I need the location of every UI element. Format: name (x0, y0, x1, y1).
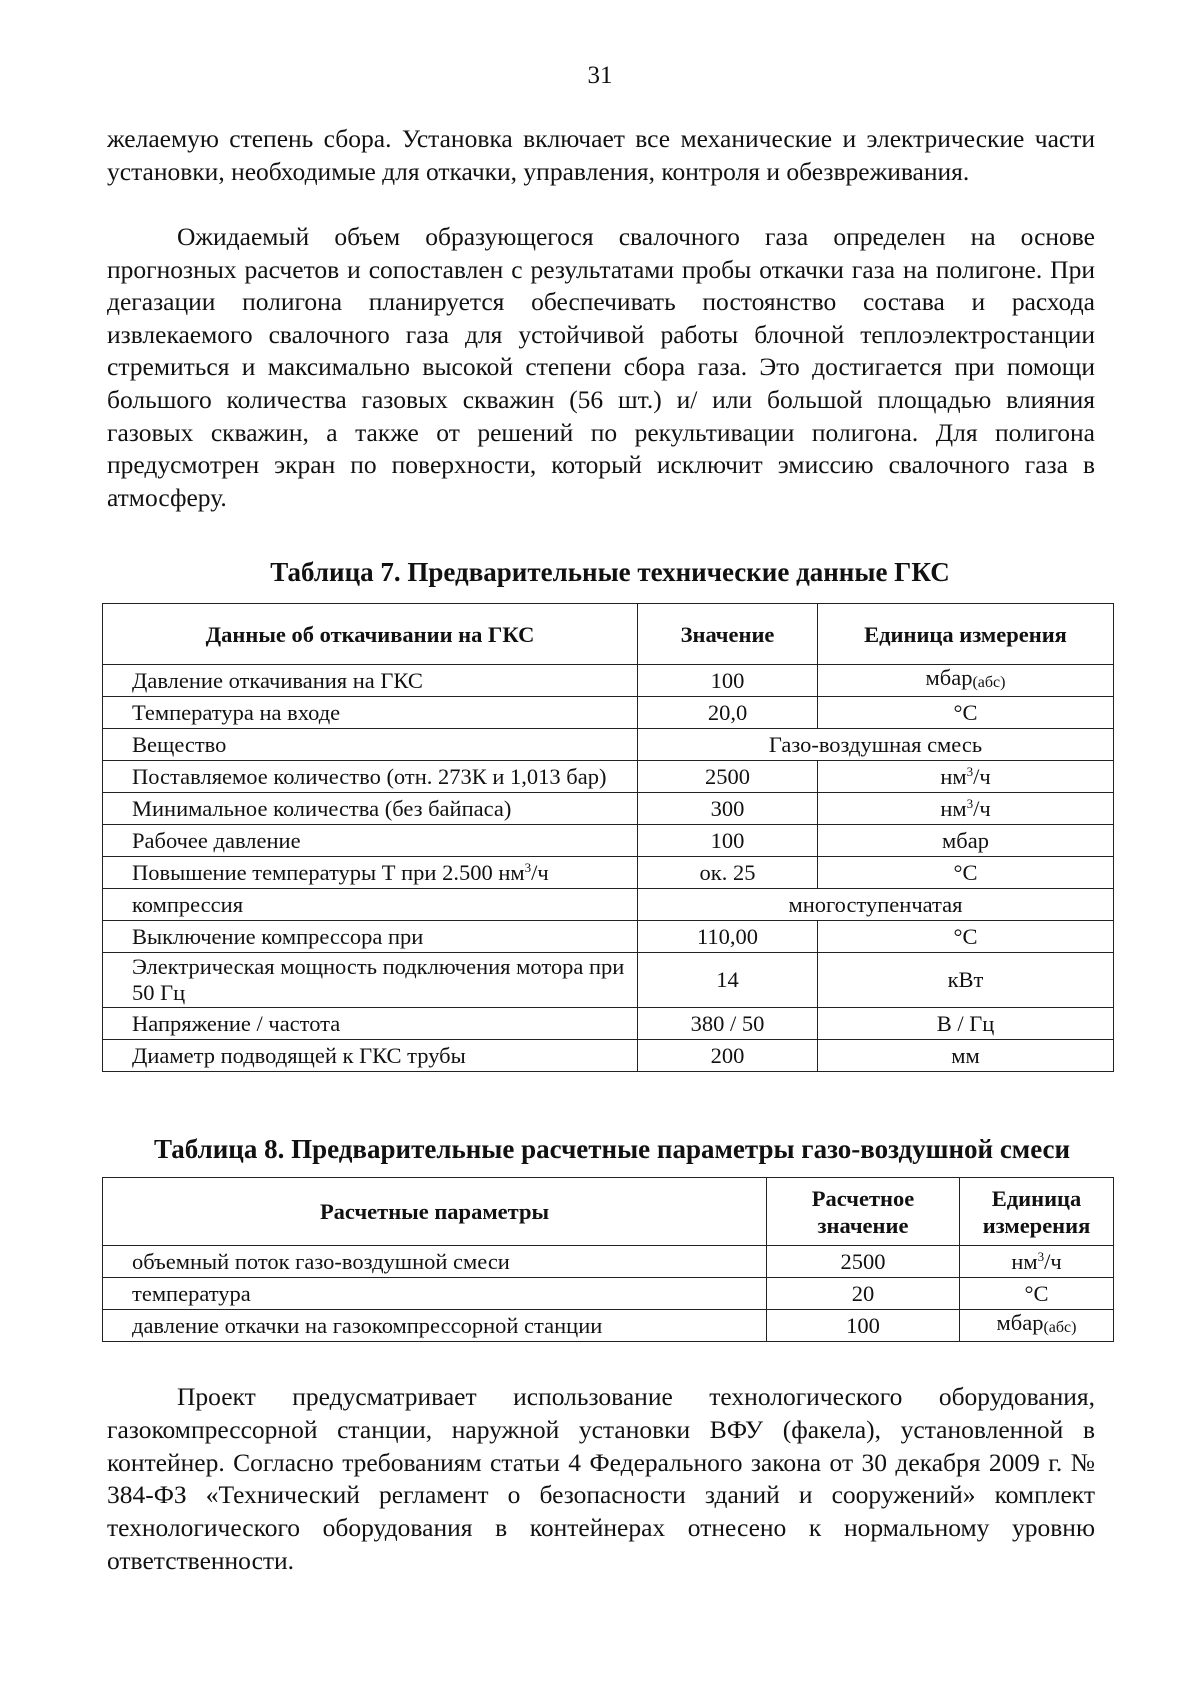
row-unit: В / Гц (818, 1008, 1114, 1040)
row-param: Диаметр подводящей к ГКС трубы (103, 1040, 638, 1072)
row-unit: °С (960, 1278, 1114, 1310)
table7-header-value: Значение (638, 604, 818, 665)
table-row (103, 1310, 1114, 1342)
table-row (103, 1040, 1114, 1072)
row-param: температура (103, 1278, 767, 1310)
table8-header-unit: Единица измерения (960, 1178, 1114, 1246)
table-row (103, 953, 1114, 1008)
row-param: Вещество (103, 729, 638, 761)
row-value: 380 / 50 (638, 1008, 818, 1040)
table-row (103, 857, 1114, 889)
row-value: 100 (638, 825, 818, 857)
table-row (103, 1278, 1114, 1310)
row-value: ок. 25 (638, 857, 818, 889)
row-unit: $нм^3/ч$ (818, 793, 1114, 825)
table-row (103, 793, 1114, 825)
paragraph-project: Проект предусматривает использование технологического оборудования, газокомпрессорной станции, наружной установки ВФУ (факела), установленной в контейнер. Согласно требованиям статьи 4 Федерального закона от 30 декабря 2009 г. № 384-ФЗ «Технический регламент о безопасности зданий и сооружений» комплект технологического оборудования в контейнерах отнесено к нормальному уровню ответственности. (107, 1382, 1095, 1575)
table7-header-row (103, 604, 1114, 665)
table7-caption: Таблица 7. Предварительные технические данные ГКС (270, 557, 950, 587)
row-unit: мбар(абс) (818, 665, 1114, 697)
row-param: давление откачки на газокомпрессорной станции (103, 1310, 767, 1342)
row-unit: кВт (818, 953, 1114, 1008)
table-row (103, 889, 1114, 921)
row-unit: °С (818, 857, 1114, 889)
row-value: 200 (638, 1040, 818, 1072)
row-merged-value: многоступенчатая (638, 889, 1114, 921)
row-value: 20,0 (638, 697, 818, 729)
row-unit: мбар (818, 825, 1114, 857)
row-unit: мм (818, 1040, 1114, 1072)
row-param: объемный поток газо-воздушной смеси (103, 1246, 767, 1278)
row-param: Поставляемое количество (отн. 273К и 1,013 бар) (103, 761, 638, 793)
table7-header-unit: Единица измерения (818, 604, 1114, 665)
row-param: Напряжение / частота (103, 1008, 638, 1040)
table8-header-param: Расчетные параметры (103, 1178, 767, 1246)
row-param: компрессия (103, 889, 638, 921)
table-row (103, 825, 1114, 857)
table-row (103, 697, 1114, 729)
table7-header-param: Данные об откачивании на ГКС (103, 604, 638, 665)
row-unit: °С (818, 921, 1114, 953)
row-param: Повышение температуры Т при 2.500 $нм^3/ч$ (103, 857, 638, 889)
row-value: 2500 (767, 1246, 960, 1278)
table-row (103, 1008, 1114, 1040)
table8-caption: Таблица 8. Предварительные расчетные параметры газо-воздушной смеси (153, 1134, 1071, 1164)
table8 (102, 1177, 1114, 1342)
row-value: 300 (638, 793, 818, 825)
row-param: Температура на входе (103, 697, 638, 729)
row-unit: $нм^3/ч$ (960, 1246, 1114, 1278)
paragraph-gas-volume: Ожидаемый объем образующегося свалочного газа определен на основе прогнозных расчетов и сопоставлен с результатами пробы откачки газа на полигоне. При дегазации полигона планируется обеспечивать постоянство состава и расхода извлекаемого свалочного газа для устойчивой работы блочной теплоэлектростанции стремиться и максимально высокой степени сбора газа. Это достигается при помощи большого количества газовых скважин (56 шт.) и/ или большой площадью влияния газовых скважин, а также от решений по рекультивации полигона. Для полигона предусмотрен экран по поверхности, который исключит эмиссию свалочного газа в атмосферу. (107, 222, 1095, 512)
row-unit: °С (818, 697, 1114, 729)
row-param: Рабочее давление (103, 825, 638, 857)
row-value: 20 (767, 1278, 960, 1310)
table8-header-row (103, 1178, 1114, 1246)
row-merged-value: Газо-воздушная смесь (638, 729, 1114, 761)
page-number: 31 (587, 62, 613, 89)
row-value: 110,00 (638, 921, 818, 953)
table7 (102, 603, 1114, 1072)
row-param: Электрическая мощность подключения мотора при 50 Гц (103, 953, 638, 1008)
table-row (103, 1246, 1114, 1278)
row-param: Давление откачивания на ГКС (103, 665, 638, 697)
row-value: 100 (638, 665, 818, 697)
row-value: 14 (638, 953, 818, 1008)
table-row (103, 921, 1114, 953)
table8-header-value: Расчетное значение (767, 1178, 960, 1246)
row-unit: $нм^3/ч$ (818, 761, 1114, 793)
row-param: Минимальное количества (без байпаса) (103, 793, 638, 825)
row-param: Выключение компрессора при (103, 921, 638, 953)
row-value: 100 (767, 1310, 960, 1342)
paragraph-intro: желаемую степень сбора. Установка включает все механические и электрические части установки, необходимые для откачки, управления, контроля и обезвреживания. (107, 124, 1095, 186)
table-row (103, 665, 1114, 697)
row-unit: мбар(абс) (960, 1310, 1114, 1342)
row-value: 2500 (638, 761, 818, 793)
table-row (103, 729, 1114, 761)
table-row (103, 761, 1114, 793)
